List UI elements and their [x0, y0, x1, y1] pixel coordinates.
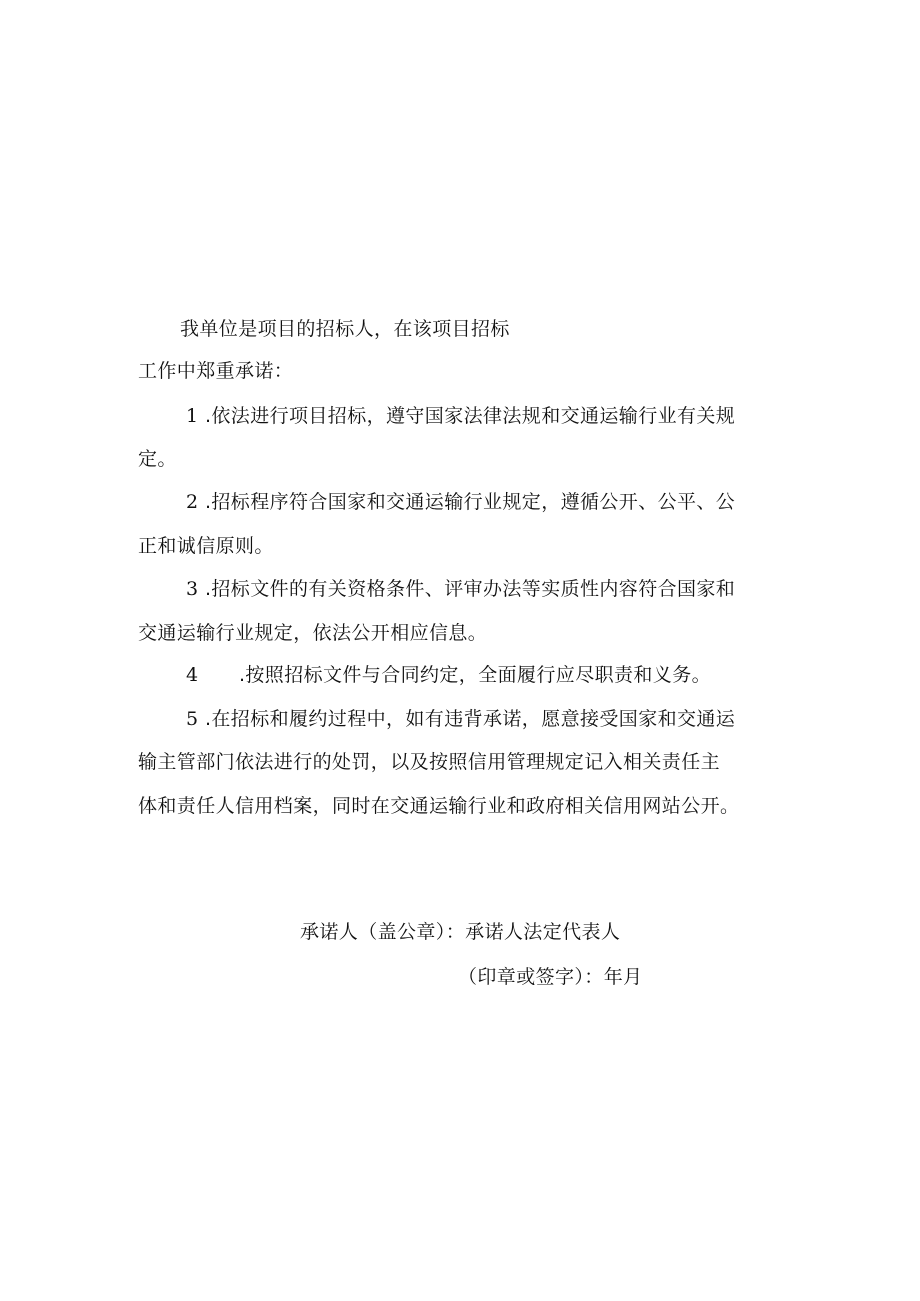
item-4-number: 4: [186, 664, 199, 686]
item-4-line-1: [186, 662, 711, 688]
item-1-text: .依法进行项目招标，遵守国家法律法规和交通运输行业有关规: [204, 405, 736, 427]
item-4-text: .按照招标文件与合同约定，全面履行应尽职责和义务。: [238, 664, 711, 686]
intro-line-1: 我单位是项目的招标人，在该项目招标: [180, 318, 510, 340]
item-5-line-2: 输主管部门依法进行的处罚，以及按照信用管理规定记入相关责任主: [138, 751, 721, 773]
item-5-line-3: 体和责任人信用档案，同时在交通运输行业和政府相关信用网站公开。: [138, 795, 740, 817]
item-2-line-1: [186, 489, 735, 515]
item-3-line-2: 交通运输行业规定，依法公开相应信息。: [138, 622, 488, 644]
signature-line-2: （印章或签字）：年月: [458, 966, 643, 988]
item-3-line-1: [186, 576, 735, 602]
item-5-text: .在招标和履约过程中，如有违背承诺，愿意接受国家和交通运: [204, 708, 736, 730]
item-5-line-1: [186, 706, 735, 732]
item-1-line-1: [186, 403, 735, 429]
item-1-number: 1: [186, 405, 199, 427]
item-3-text: .招标文件的有关资格条件、评审办法等实质性内容符合国家和: [204, 578, 736, 600]
item-2-text: .招标程序符合国家和交通运输行业规定，遵循公开、公平、公: [204, 491, 736, 513]
item-2-line-2: 正和诚信原则。: [138, 535, 274, 557]
intro-line-2: 工作中郑重承诺：: [138, 360, 294, 382]
item-2-number: 2: [186, 491, 199, 513]
signature-line-1: 承诺人（盖公章）：承诺人法定代表人: [300, 921, 621, 943]
item-5-number: 5: [186, 708, 199, 730]
item-3-number: 3: [186, 578, 199, 600]
item-1-line-2: 定。: [138, 448, 177, 470]
